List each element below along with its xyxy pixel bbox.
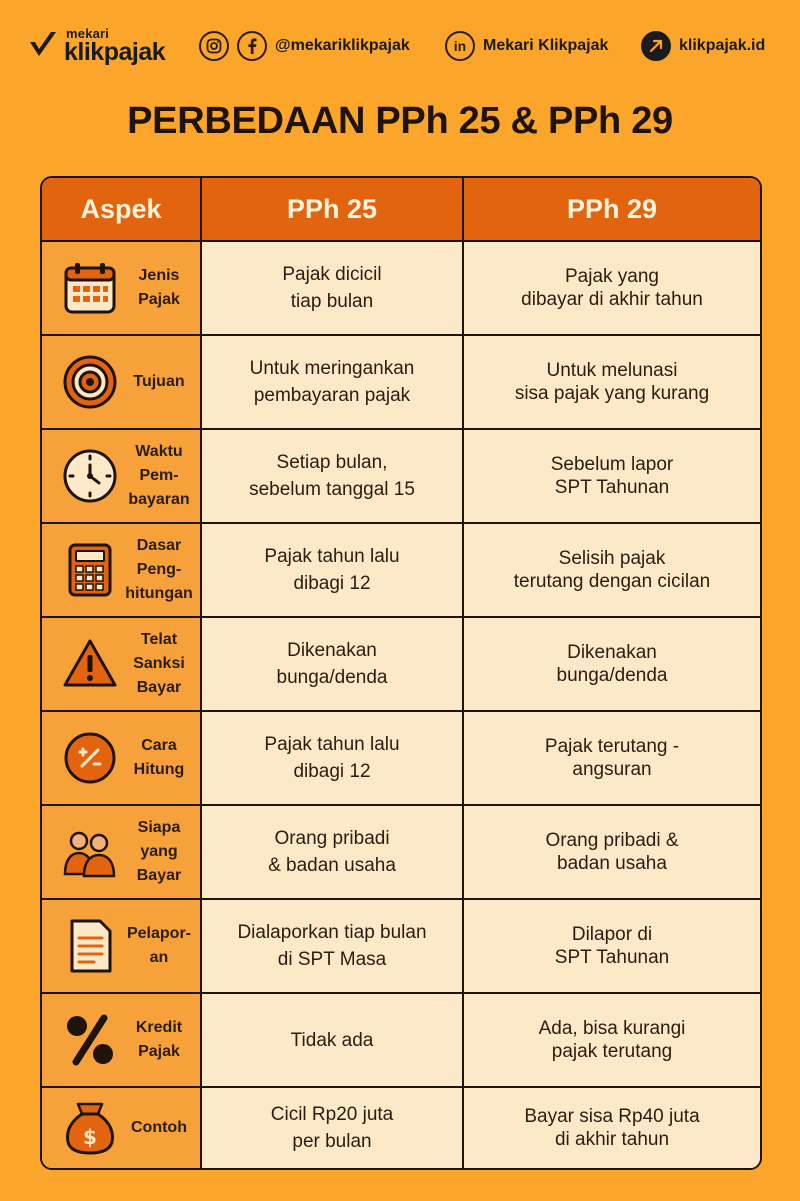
aspect-cell [42, 712, 200, 804]
pph25-text: Setiap bulan, sebelum tanggal 15 [249, 452, 415, 500]
money-bag-icon [62, 1100, 118, 1156]
pph29-cell [462, 900, 760, 992]
linkedin-name[interactable]: Mekari Klikpajak [483, 37, 609, 54]
table-row [42, 430, 760, 524]
pph29-text: Pajak terutang - angsuran [544, 736, 680, 780]
aspect-label: Cara Hitung [133, 737, 185, 778]
header-aspek: Aspek [80, 193, 162, 224]
aspect-cell [42, 336, 200, 428]
instagram-handle[interactable]: @mekariklikpajak [275, 37, 410, 54]
calculator-icon [62, 542, 118, 598]
header-pph25: PPh 25 [200, 178, 462, 240]
pph29-text: Pajak yang dibayar di akhir tahun [521, 266, 703, 310]
pph25-cell [200, 994, 462, 1086]
pph25-text: Cicil Rp20 juta per bulan [270, 1104, 394, 1152]
pph29-cell [462, 994, 760, 1086]
pph29-cell [462, 806, 760, 898]
table-row [42, 336, 760, 430]
table-row [42, 712, 760, 806]
pph29-cell [462, 712, 760, 804]
aspect-label: Waktu Pem- bayaran [128, 443, 190, 508]
pph25-text: Pajak tahun lalu dibagi 12 [264, 546, 400, 594]
table-row [42, 524, 760, 618]
pph29-cell [462, 336, 760, 428]
pph25-text: Tidak ada [290, 1029, 374, 1051]
pph25-cell [200, 524, 462, 616]
calendar-icon [62, 260, 118, 316]
pph25-cell [200, 336, 462, 428]
website-group [641, 30, 765, 62]
header-bar [0, 0, 800, 92]
pph29-text: Bayar sisa Rp40 juta di akhir tahun [524, 1106, 700, 1150]
aspect-cell [42, 806, 200, 898]
aspect-label: Siapa yang Bayar [136, 819, 182, 884]
aspect-label: Kredit Pajak [135, 1019, 183, 1060]
aspect-cell [42, 524, 200, 616]
aspect-label: Telat Sanksi Bayar [133, 631, 185, 696]
pph25-text: Pajak dicicil tiap bulan [282, 264, 382, 312]
table-row [42, 994, 760, 1088]
aspect-cell [42, 618, 200, 710]
aspect-cell [42, 430, 200, 522]
target-icon [62, 354, 118, 410]
percent-icon [62, 1012, 118, 1068]
check-logo-icon [28, 30, 58, 60]
table-row [42, 806, 760, 900]
pph29-cell [462, 1088, 760, 1168]
pph25-text: Orang pribadi & badan usaha [268, 828, 396, 876]
pph25-cell [200, 242, 462, 334]
pph25-cell [200, 1088, 462, 1168]
linkedin-icon[interactable]: in [445, 31, 475, 61]
pph29-text: Selisih pajak terutang dengan cicilan [513, 548, 711, 592]
pph25-cell [200, 712, 462, 804]
aspect-label: Jenis Pajak [138, 267, 180, 308]
table-row [42, 900, 760, 994]
warning-icon [62, 636, 118, 692]
document-icon [62, 918, 118, 974]
calculation-icon [62, 730, 118, 786]
aspect-cell [42, 242, 200, 334]
header-pph29: PPh 29 [462, 178, 760, 240]
clock-icon [62, 448, 118, 504]
table-header [42, 178, 760, 242]
aspect-label: Tujuan [133, 373, 185, 390]
pph25-text: Untuk meringankan pembayaran pajak [249, 358, 415, 406]
aspect-cell [42, 994, 200, 1086]
pph25-text: Pajak tahun lalu dibagi 12 [264, 734, 400, 782]
pph25-cell [200, 618, 462, 710]
website-link[interactable]: klikpajak.id [679, 37, 766, 54]
table-row [42, 618, 760, 712]
pph29-text: Sebelum lapor SPT Tahunan [550, 454, 674, 498]
facebook-icon[interactable] [237, 31, 267, 61]
aspect-label: Contoh [131, 1119, 187, 1136]
brand-parent-name: mekari [66, 26, 110, 41]
table-row [42, 1088, 760, 1168]
pph29-cell [462, 430, 760, 522]
pph29-text: Ada, bisa kurangi pajak terutang [538, 1018, 686, 1062]
aspect-label: Dasar Peng- hitungan [125, 537, 193, 602]
pph25-cell [200, 430, 462, 522]
pph29-cell [462, 618, 760, 710]
pph25-text: Dikenakan bunga/denda [276, 640, 388, 688]
pph29-cell [462, 524, 760, 616]
aspect-cell [42, 900, 200, 992]
pph29-cell [462, 242, 760, 334]
pph25-cell [200, 900, 462, 992]
pph29-text: Untuk melunasi sisa pajak yang kurang [514, 360, 710, 404]
svg-text:$: $ [83, 1125, 97, 1149]
pph29-text: Orang pribadi & badan usaha [545, 830, 679, 874]
pph29-text: Dilapor di SPT Tahunan [554, 924, 670, 968]
klikpajak-logo[interactable] [28, 24, 188, 68]
table-row [42, 242, 760, 336]
comparison-table [40, 176, 762, 1170]
pph25-text: Dialaporkan tiap bulan di SPT Masa [237, 922, 427, 970]
brand-name: klikpajak [64, 38, 166, 66]
arrow-up-right-icon[interactable] [641, 31, 671, 61]
instagram-facebook-group [199, 30, 410, 62]
aspect-cell [42, 1088, 200, 1168]
aspect-label: Pelapor- an [126, 925, 191, 966]
page-title: PERBEDAAN PPh 25 & PPh 29 [127, 100, 673, 142]
instagram-icon[interactable] [199, 31, 229, 61]
pph25-cell [200, 806, 462, 898]
people-icon [62, 824, 118, 880]
pph29-text: Dikenakan bunga/denda [556, 642, 668, 686]
linkedin-group [445, 30, 608, 62]
